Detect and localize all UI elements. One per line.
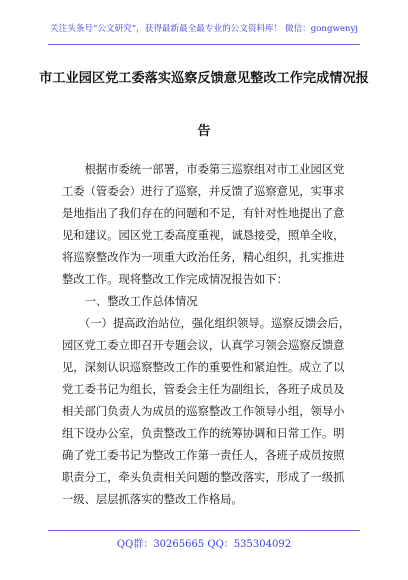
body-line: 工委（管委会）进行了巡察，并反馈了巡察意见，实事求 <box>62 185 345 198</box>
header-banner: 关注头条号“公文研究”，获得最新最全最专业的公文资料库！ 微信：gongwenyj <box>50 24 358 34</box>
body-line: 党工委书记为组长，管委会主任为副组长，各班子成员及 <box>62 383 345 396</box>
header-divider <box>48 44 360 45</box>
document-title: 市工业园区党工委落实巡察反馈意见整改工作完成情况报 <box>39 71 369 86</box>
body-line: 整改工作。现将整改工作完成情况报告如下： <box>62 273 288 286</box>
body-line: 见和建议。园区党工委高度重视，诚恳接受，照单全收， <box>62 229 345 242</box>
section-heading: 一、整改工作总体情况 <box>62 295 198 308</box>
body-line: 是地指出了我们存在的问题和不足，有针对性地提出了意 <box>62 207 345 220</box>
body-line: （一）提高政治站位，强化组织领导。巡察反馈会后， <box>62 317 351 330</box>
body-line: 园区党工委立即召开专题会议，认真学习领会巡察反馈意 <box>62 339 345 352</box>
body-line: 职责分工，牵头负责相关问题的整改落实，形成了一级抓 <box>62 471 345 484</box>
body-line: 根据市委统一部署，市委第三巡察组对市工业园区党 <box>62 163 345 176</box>
body-line: 见，深刻认识巡察整改工作的重要性和紧迫性。成立了以 <box>62 361 345 374</box>
footer-divider <box>48 530 360 531</box>
document-title-continued: 告 <box>197 124 211 139</box>
body-line: 确了党工委书记为整改工作第一责任人，各班子成员按照 <box>62 449 345 462</box>
body-line: 将巡察整改作为一项重大政治任务，精心组织，扎实推进 <box>62 251 345 264</box>
footer-contact: QQ群：30265665 QQ：535304092 <box>116 539 292 550</box>
body-line: 相关部门负责人为成员的巡察整改工作领导小组，领导小 <box>62 405 345 418</box>
body-line: 一级、层层抓落实的整改工作格局。 <box>62 493 243 506</box>
body-line: 组下设办公室，负责整改工作的统筹协调和日常工作。明 <box>62 427 345 440</box>
